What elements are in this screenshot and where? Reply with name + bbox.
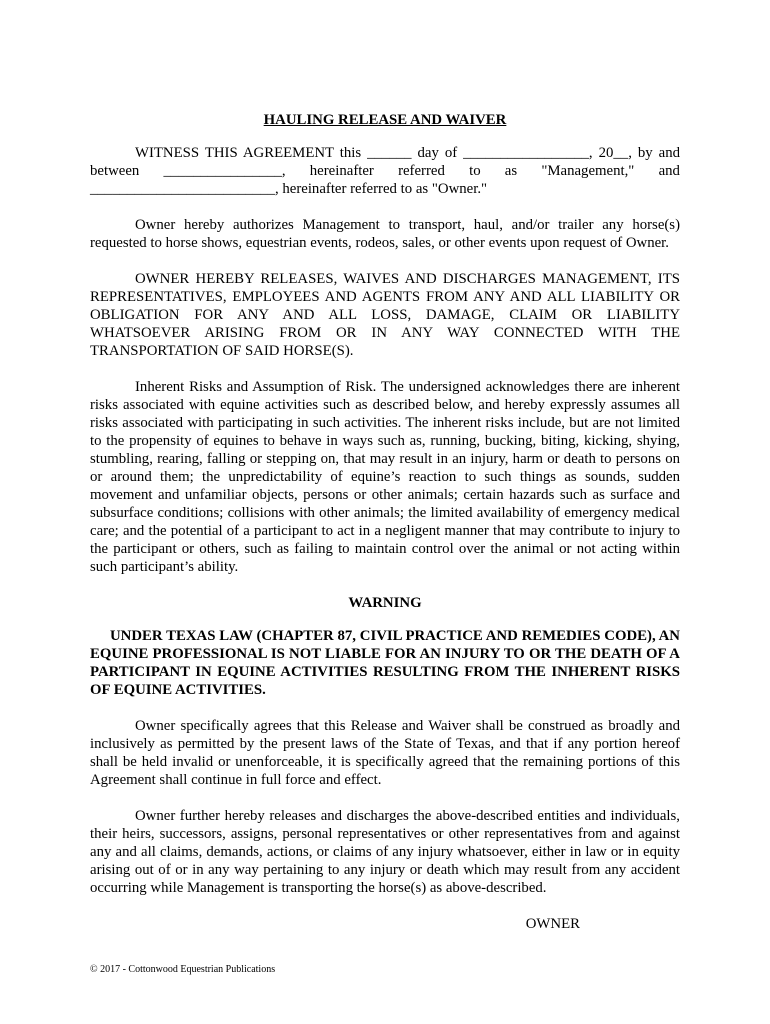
witness-word: as <box>504 163 518 179</box>
further-release-paragraph: Owner further hereby releases and discharges the above-described entities and individuals, their heirs, successors, assigns, personal representatives or other representatives from and against any and all claims, demands, actions, or claims of any injury whatsoever, either in law or in equity arising out of or in any way pertaining to any injury or death which may result from any accident occurring while Management is transporting the horse(s) as above-described. <box>90 808 680 896</box>
witness-word: between <box>90 163 140 179</box>
document-title: HAULING RELEASE AND WAIVER <box>263 112 507 128</box>
witness-word: hereinafter <box>309 163 374 179</box>
warning-text: UNDER TEXAS LAW (CHAPTER 87, CIVIL PRACTICE AND REMEDIES CODE), AN EQUINE PROFESSIONAL IS NOT LIABLE FOR AN INJURY TO OR THE DEATH OF A PARTICIPANT IN EQUINE ACTIVITIES RESULTING FROM THE INHERENT RISKS OF EQUINE ACTIVITIES. <box>90 628 680 698</box>
management-blank: ________________, <box>163 163 286 179</box>
inherent-risks-paragraph: Inherent Risks and Assumption of Risk. The undersigned acknowledges there are inherent risks associated with equine activities such as described below, and hereby expressly assumes all risks associated with participating in such activities. The inherent risks include, but are not limited to the propensity of equines to behave in ways such as, running, bucking, biting, kicking, shying, stumbling, rearing, falling or stepping on, that may result in an injury, harm or death to persons on or around them; the unpredictability of equine’s reaction to such things as sounds, sudden movement and unfamiliar objects, persons or other animals; certain hazards such as surface and subsurface conditions; collisions with other animals; the limited availability of emergency medical care; and the potential of a participant to act in a negligent manner that may contribute to injury to the participant or others, such as failing to maintain control over the animal or not acting within such participant’s ability. <box>90 379 680 575</box>
copyright-footer: © 2017 - Cottonwood Equestrian Publications <box>90 964 276 975</box>
witness-clause <box>90 144 680 198</box>
release-paragraph: OWNER HEREBY RELEASES, WAIVES AND DISCHARGES MANAGEMENT, ITS REPRESENTATIVES, EMPLOYEES AND AGENTS FROM ANY AND ALL LIABILITY OR OBLIGATION FOR ANY AND ALL LOSS, DAMAGE, CLAIM OR LIABILITY WHATSOEVER ARISING FROM OR IN ANY WAY CONNECTED WITH THE TRANSPORTATION OF SAID HORSE(S). <box>90 271 680 359</box>
severability-paragraph: Owner specifically agrees that this Release and Waiver shall be construed as broadly and inclusively as permitted by the present laws of the State of Texas, and that if any portion hereof shall be held invalid or unenforceable, it is specifically agreed that the remaining portions of this Agreement shall continue in full force and effect. <box>90 718 680 788</box>
warning-heading: WARNING <box>348 595 422 611</box>
witness-word: to <box>469 163 481 179</box>
document-body <box>90 111 680 933</box>
witness-line-2 <box>90 162 680 180</box>
witness-word: "Management," <box>541 163 635 179</box>
authorization-paragraph: Owner hereby authorizes Management to transport, haul, and/or trailer any horse(s) requested to horse shows, equestrian events, rodeos, sales, or other events upon request of Owner. <box>90 217 680 251</box>
witness-word: referred <box>398 163 445 179</box>
owner-signature-label: OWNER <box>525 916 580 932</box>
witness-line-3: _________________________, hereinafter referred to as "Owner." <box>90 181 488 197</box>
witness-word: and <box>658 163 680 179</box>
witness-line-1: WITNESS THIS AGREEMENT this ______ day of _________________, 20__, by and <box>135 145 680 161</box>
